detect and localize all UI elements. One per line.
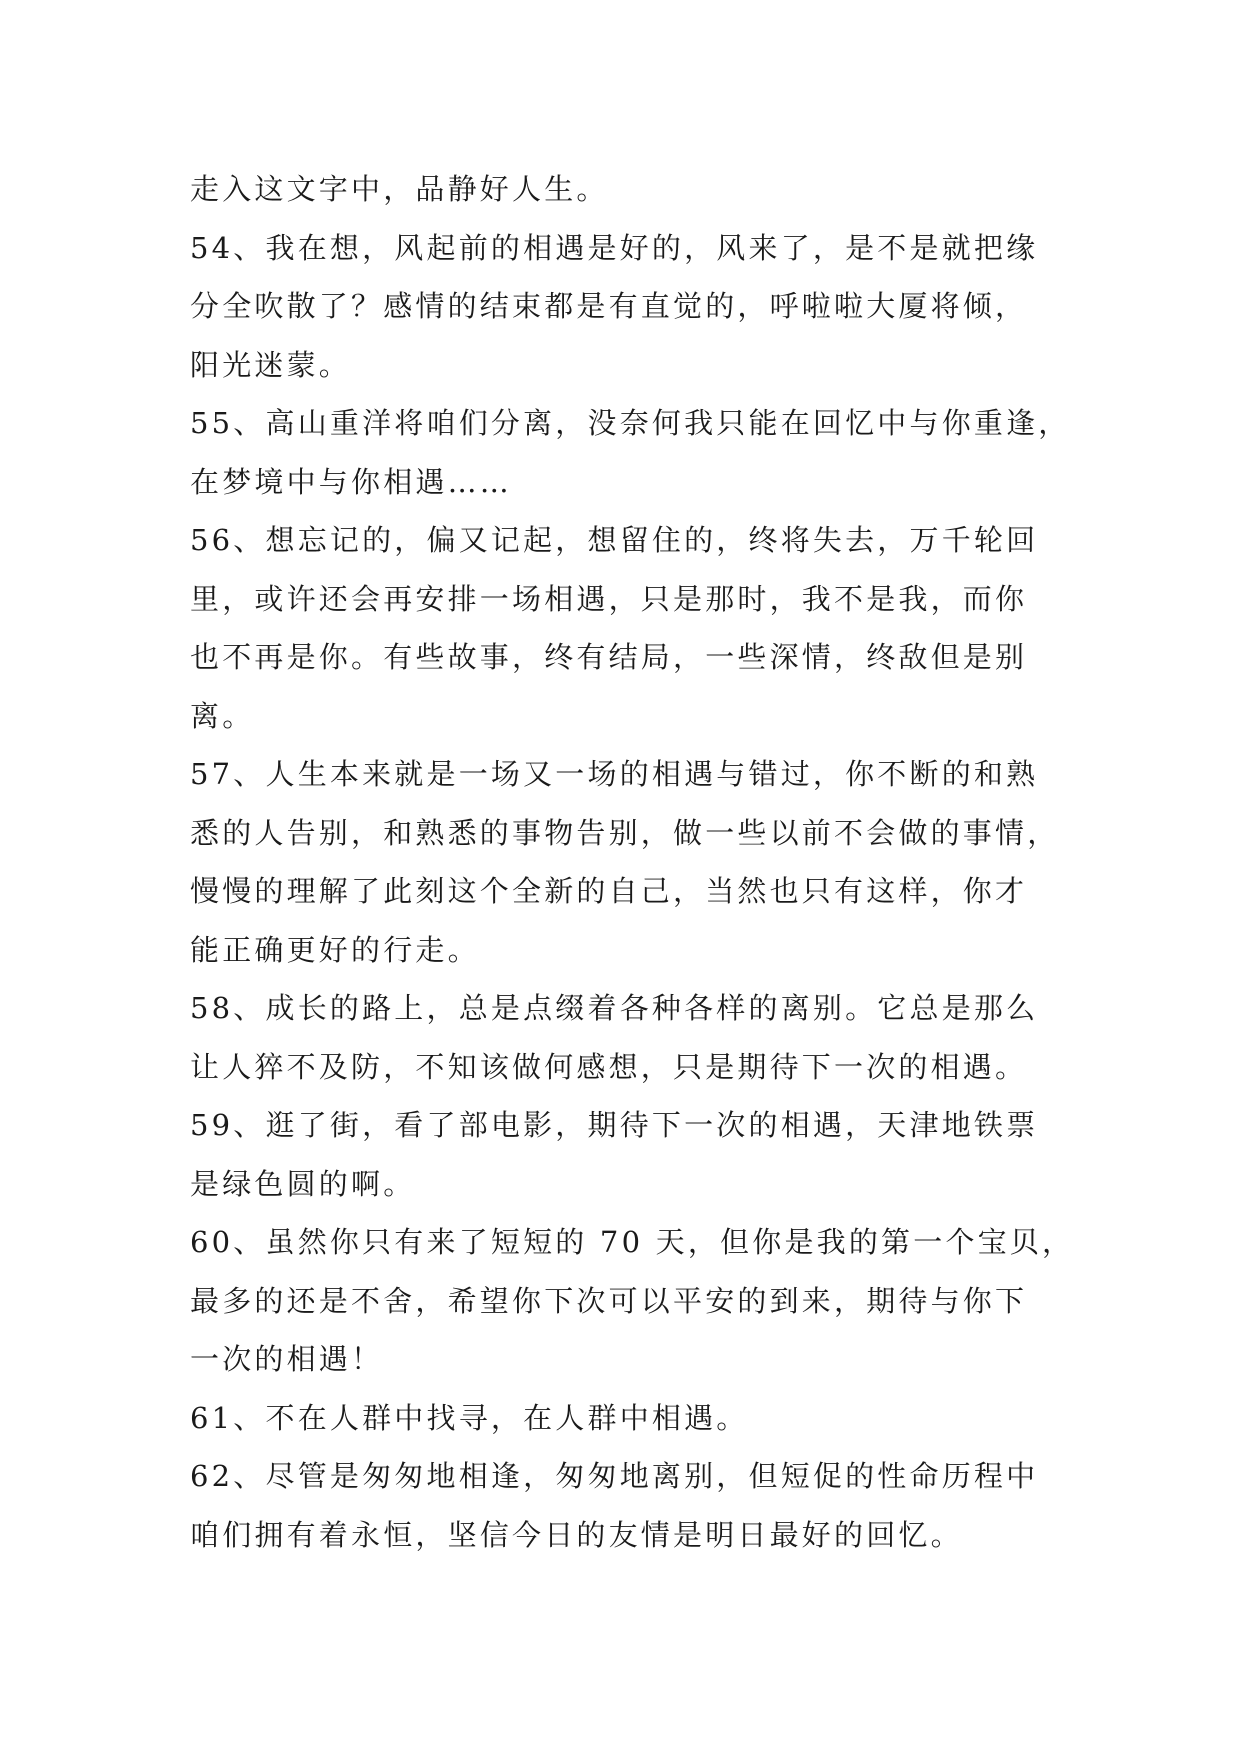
- text-line: 让人猝不及防，不知该做何感想，只是期待下一次的相遇。: [190, 1049, 1028, 1084]
- text-line: 慢慢的理解了此刻这个全新的自己，当然也只有这样，你才: [190, 874, 1028, 908]
- text-line: 咱们拥有着永恒，坚信今日的友情是明日最好的回忆。: [190, 1517, 963, 1552]
- text-line: 分全吹散了？感情的结束都是有直觉的，呼啦啦大厦将倾，: [190, 289, 1028, 323]
- text-line: 里，或许还会再安排一场相遇，只是那时，我不是我，而你: [190, 581, 1028, 616]
- text-line: 也不再是你。有些故事，终有结局，一些深情，终敌但是别: [190, 640, 1028, 674]
- text-line: 走入这文字中，品静好人生。: [190, 172, 609, 206]
- text-line: 离。: [190, 698, 255, 733]
- text-line: 57、人生本来就是一场又一场的相遇与错过，你不断的和熟: [190, 757, 1039, 791]
- text-line: 最多的还是不舍，希望你下次可以平安的到来，期待与你下: [190, 1283, 1028, 1318]
- text-line: 一次的相遇！: [190, 1342, 384, 1376]
- text-line: 62、尽管是匆匆地相逢，匆匆地离别，但短促的性命历程中: [190, 1459, 1039, 1493]
- text-line: 是绿色圆的啊。: [190, 1166, 416, 1201]
- text-line: 55、高山重洋将咱们分离，没奈何我只能在回忆中与你重逢，: [190, 406, 1071, 440]
- text-line: 56、想忘记的，偏又记起，想留住的，终将失去，万千轮回: [190, 523, 1039, 557]
- text-line: 悉的人告别，和熟悉的事物告别，做一些以前不会做的事情，: [190, 815, 1060, 850]
- text-line: 58、成长的路上，总是点缀着各种各样的离别。它总是那么: [190, 991, 1039, 1025]
- text-line: 61、不在人群中找寻，在人群中相遇。: [190, 1400, 749, 1435]
- text-line: 阳光迷蒙。: [190, 347, 352, 382]
- text-line: 59、逛了街，看了部电影，期待下一次的相遇，天津地铁票: [190, 1108, 1039, 1142]
- body-text: [190, 160, 1075, 1564]
- text-line: 在梦境中与你相遇……: [190, 464, 513, 499]
- text-line: 60、虽然你只有来了短短的 70 天，但你是我的第一个宝贝，: [190, 1225, 1075, 1259]
- text-line: 54、我在想，风起前的相遇是好的，风来了，是不是就把缘: [190, 230, 1039, 265]
- text-line: 能正确更好的行走。: [190, 932, 480, 967]
